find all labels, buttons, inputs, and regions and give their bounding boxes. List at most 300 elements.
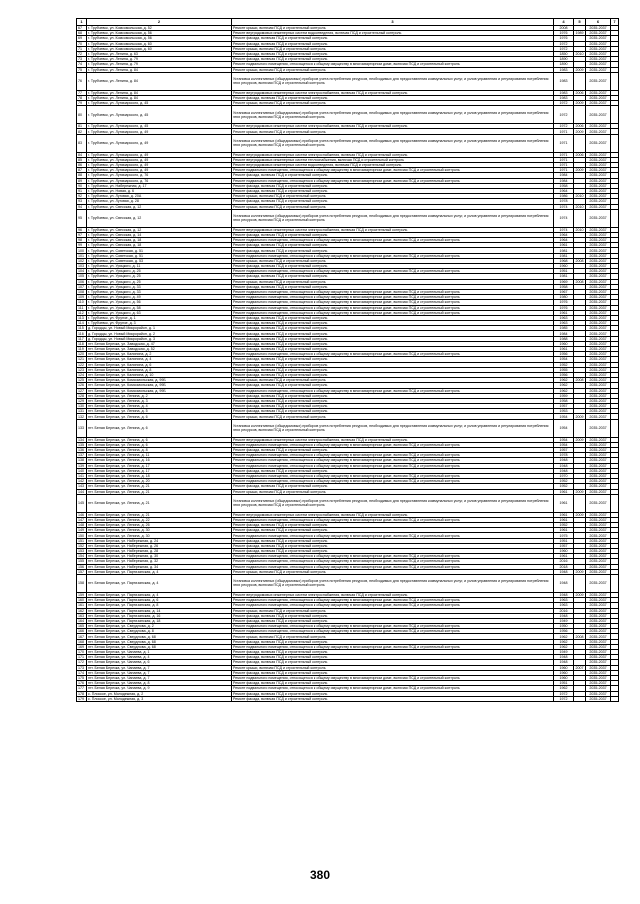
row-number-cell: 95 <box>77 209 87 227</box>
build-year-cell: 1960 <box>554 665 574 670</box>
row-number-cell: 130 <box>77 404 87 409</box>
row-number-cell: 174 <box>77 670 87 675</box>
planned-period-cell: 2035-2037 <box>586 134 611 152</box>
row-number-cell: 169 <box>77 644 87 649</box>
planned-period-cell: 2035-2037 <box>586 448 611 453</box>
build-year-cell: 1976 <box>554 36 574 41</box>
work-type-cell: Ремонт подвального помещения, относящегося к общему имуществу в многоквартирном доме, включая ПСД и строительный контроль <box>232 178 554 183</box>
last-repair-year-cell <box>574 209 586 227</box>
row-number-cell: 154 <box>77 554 87 559</box>
row-number-cell: 134 <box>77 437 87 442</box>
address-cell: пгт. Белая Березка, ул. Ленина, д. 20 <box>87 479 232 484</box>
extra-cell <box>611 134 619 152</box>
column-header: 2 <box>87 19 232 26</box>
work-type-cell: Ремонт фасада, включая ПСД и строительный контроль <box>232 188 554 193</box>
row-number-cell: 151 <box>77 538 87 543</box>
last-repair-year-cell: 2006 <box>575 124 584 129</box>
last-repair-year-cell: 1989 <box>575 31 584 36</box>
row-number-cell: 164 <box>77 618 87 623</box>
address-cell: пгт. Белая Березка, ул. Ленина, д. 6 <box>87 442 232 447</box>
build-year-cell: 1958 <box>554 398 574 403</box>
row-number-cell: 146 <box>77 512 87 517</box>
build-year-cell: 1958 <box>554 284 574 289</box>
build-year-cell: 1971 <box>554 157 574 162</box>
build-year-cell: 1972 <box>554 124 574 129</box>
build-year-cell: 1984 <box>554 331 574 336</box>
build-year-cell: 2008 <box>554 26 574 31</box>
table-row <box>77 134 619 152</box>
planned-period-cell: 2035-2037 <box>586 603 611 608</box>
last-repair-year-cell: 2008 <box>575 378 584 383</box>
address-cell: пгт. Белая Березка, ул. Ленина, д. 17 <box>87 468 232 473</box>
row-number-cell: 102 <box>77 258 87 263</box>
address-cell: пгт. Белая Березка, ул. Ленина, д. 4 <box>87 404 232 409</box>
build-year-cell: 1978 <box>554 199 574 204</box>
row-number-cell: 97 <box>77 232 87 237</box>
address-cell: пгт. Белая Березка, ул. Партизанская, д. 6 <box>87 598 232 603</box>
address-cell: пгт. Белая Березка, ул. Чапаева, д. 6 <box>87 660 232 665</box>
work-type-cell: Ремонт внутридомовых инженерных систем электроснабжения, включая ПСД и строительный контроль <box>232 592 554 597</box>
address-cell: пгт. Белая Березка, ул. Ленина, д. 8 <box>87 448 232 453</box>
last-repair-year-cell: 2010 <box>575 52 584 57</box>
row-number-cell: 179 <box>77 696 87 701</box>
address-cell: пгт. Белая Березка, ул. Ленина, д. 18 <box>87 473 232 478</box>
address-cell: пгт. Белая Березка, ул. Набережная, д. 24 <box>87 538 232 543</box>
row-number-cell: 78 <box>77 95 87 100</box>
row-number-cell: 162 <box>77 608 87 613</box>
work-type-cell: Ремонт подвального помещения, относящегося к общему имуществу в многоквартирном доме, включая ПСД и строительный контроль <box>232 603 554 608</box>
row-number-cell: 104 <box>77 269 87 274</box>
address-cell: г. Трубчевск, ул. Свесская, д. 18 <box>87 243 232 248</box>
row-number-cell: 88 <box>77 173 87 178</box>
build-year-cell: 1962 <box>554 634 574 639</box>
row-number-cell: 158 <box>77 574 87 592</box>
work-type-cell: Ремонт подвального помещения, относящегося к общему имуществу в многоквартирном доме, включая ПСД и строительный контроль <box>232 453 554 458</box>
build-year-cell: 1949 <box>554 618 574 623</box>
planned-period-cell: 2035-2037 <box>586 608 611 613</box>
build-year-cell: 1955 <box>554 367 574 372</box>
address-cell: г. Трубчевск, ул. Луговая, д. 20А <box>87 194 232 199</box>
planned-period-cell: 2035-2037 <box>586 106 611 124</box>
build-year-cell: 1972 <box>554 106 574 124</box>
planned-period-cell: 2035-2037 <box>586 321 611 326</box>
build-year-cell: 1958 <box>554 183 574 188</box>
address-cell: с. Плоское, ул. Молодежная, д. 3 <box>87 696 232 701</box>
capital-repair-table <box>76 18 619 702</box>
build-year-cell: 1954 <box>554 442 574 447</box>
row-number-cell: 129 <box>77 398 87 403</box>
build-year-cell: 1956 <box>554 629 574 634</box>
address-cell: пгт. Белая Березка, ул. Ленина, д. 16 <box>87 458 232 463</box>
planned-period-cell: 2035-2037 <box>586 62 611 67</box>
address-cell: г. Трубчевск, ул. Ленина, д. 84 <box>87 67 232 72</box>
build-year-cell: 1981 <box>554 274 574 279</box>
work-type-cell: Ремонт фасада, включая ПСД и строительный контроль <box>232 618 554 623</box>
build-year-cell: 1948 <box>554 613 574 618</box>
row-number-cell: 157 <box>77 569 87 574</box>
address-cell: пгт. Белая Березка, ул. Чапаева, д. 7 <box>87 675 232 680</box>
planned-period-cell: 2035-2037 <box>586 152 611 157</box>
last-repair-year-cell: 2009 <box>575 512 584 517</box>
last-repair-year-cell: 2006 <box>575 90 584 95</box>
build-year-cell: 1961 <box>554 494 574 512</box>
work-type-cell: Ремонт фасада, включая ПСД и строительный контроль <box>232 232 554 237</box>
last-repair-year-cell <box>574 574 586 592</box>
row-number-cell: 81 <box>77 124 87 129</box>
address-cell: г. Трубчевск, ул. Луначарского, д. 45 <box>87 124 232 129</box>
extra-cell <box>611 209 619 227</box>
work-type-cell: Ремонт подвального помещения, относящегося к общему имуществу в многоквартирном доме, включая ПСД и строительный контроль <box>232 168 554 173</box>
address-cell: пгт. Белая Березка, ул. Ленина, д. 11 <box>87 453 232 458</box>
address-cell: г. Трубчевск, ул. Луначарского, д. 76 <box>87 173 232 178</box>
extra-cell <box>611 419 619 437</box>
planned-period-cell: 2035-2037 <box>586 124 611 129</box>
row-number-cell: 90 <box>77 183 87 188</box>
planned-period-cell: 2035-2037 <box>586 194 611 199</box>
work-type-cell: Ремонт внутридомовых инженерных систем электроснабжения, включая ПСД и строительный контроль <box>232 124 554 129</box>
build-year-cell: 1972 <box>554 691 574 696</box>
row-number-cell: 114 <box>77 321 87 326</box>
work-type-cell: Ремонт подвального помещения, относящегося к общему имуществу в многоквартирном доме, включая ПСД и строительный контроль <box>232 442 554 447</box>
work-type-cell: Ремонт крыши, включая ПСД и строительный контроль <box>232 634 554 639</box>
address-cell: г. Трубчевск, ул. Советская, д. 51 <box>87 253 232 258</box>
work-type-cell: Ремонт подвального помещения, относящегося к общему имуществу в многоквартирном доме, включая ПСД и строительный контроль <box>232 238 554 243</box>
address-cell: пгт. Белая Березка, ул. Свердлова, д. 8 <box>87 629 232 634</box>
build-year-cell: 1969 <box>554 279 574 284</box>
planned-period-cell: 2035-2037 <box>586 512 611 517</box>
work-type-cell: Ремонт фасада, включая ПСД и строительный контроль <box>232 173 554 178</box>
planned-period-cell: 2035-2037 <box>586 463 611 468</box>
address-cell: пгт. Белая Березка, ул. Ленина, д. 17 <box>87 463 232 468</box>
row-number-cell: 140 <box>77 468 87 473</box>
last-repair-year-cell: 2009 <box>575 414 584 419</box>
planned-period-cell: 2035-2037 <box>586 629 611 634</box>
address-cell: г. Трубчевск, ул. Свесская, д. 14 <box>87 232 232 237</box>
build-year-cell: 1976 <box>554 300 574 305</box>
build-year-cell: 1962 <box>554 383 574 388</box>
row-number-cell: 132 <box>77 414 87 419</box>
build-year-cell: 1960 <box>554 670 574 675</box>
planned-period-cell: 2035-2037 <box>586 533 611 538</box>
planned-period-cell: 2035-2037 <box>586 284 611 289</box>
work-type-cell: Ремонт фасада, включая ПСД и строительный контроль <box>232 398 554 403</box>
planned-period-cell: 2035-2037 <box>586 598 611 603</box>
row-number-cell: 80 <box>77 106 87 124</box>
build-year-cell: 1962 <box>554 378 574 383</box>
work-type-cell: Ремонт крыши, включая ПСД и строительный контроль <box>232 46 554 51</box>
build-year-cell: 1968 <box>554 258 574 263</box>
address-cell: пгт. Белая Березка, ул. Ленина, д. 2 <box>87 393 232 398</box>
address-cell: г. Трубчевск, ул. Луначарского, д. 45 <box>87 101 232 106</box>
planned-period-cell: 2035-2037 <box>586 289 611 294</box>
work-type-cell: Ремонт подвального помещения, относящегося к общему имуществу в многоквартирном доме, включая ПСД и строительный контроль <box>232 559 554 564</box>
work-type-cell: Ремонт подвального помещения, относящегося к общему имуществу в многоквартирном доме, включая ПСД и строительный контроль <box>232 644 554 649</box>
row-number-cell: 73 <box>77 57 87 62</box>
last-repair-year-cell: 2010 <box>575 204 584 209</box>
work-type-cell: Установка коллективных (общедомовых) приборов учета потребления ресурсов, необходимых для предоставления коммунальных услуг, и узлов управления и регулирования потребления этих ресурсов, включая ПСД и строительный контроль <box>232 72 554 90</box>
address-cell: пгт. Белая Березка, ул. Свердлова, д. 68 <box>87 639 232 644</box>
work-type-cell: Ремонт подвального помещения, относящегося к общему имуществу в многоквартирном доме, включая ПСД и строительный контроль <box>232 675 554 680</box>
build-year-cell: 1963 <box>554 603 574 608</box>
build-year-cell: 1954 <box>554 414 574 419</box>
row-number-cell: 86 <box>77 163 87 168</box>
address-cell: пгт. Белая Березка, ул. Ленина, д. 3 <box>87 398 232 403</box>
planned-period-cell: 2035-2037 <box>586 613 611 618</box>
column-header: 3 <box>232 19 554 26</box>
build-year-cell: 1961 <box>554 243 574 248</box>
build-year-cell: 1948 <box>554 574 574 592</box>
address-cell: д. Городцы, ул. Новый Микрорайон, д. 2 <box>87 331 232 336</box>
address-cell: пгт. Белая Березка, ул. Партизанская, д. 4 <box>87 574 232 592</box>
last-repair-year-cell <box>574 696 586 701</box>
address-cell: пгт. Белая Березка, ул. Калинина, д. 6 <box>87 362 232 367</box>
row-number-cell: 84 <box>77 152 87 157</box>
row-number-cell: 100 <box>77 248 87 253</box>
address-cell: г. Трубчевск, ул. Луначарского, д. 49 <box>87 129 232 134</box>
build-year-cell: 1983 <box>554 95 574 100</box>
extra-cell <box>611 494 619 512</box>
row-number-cell: 75 <box>77 67 87 72</box>
work-type-cell: Установка коллективных (общедомовых) приборов учета потребления ресурсов, необходимых для предоставления коммунальных услуг, и узлов управления и регулирования потребления этих ресурсов, включая ПСД и строительный контроль <box>232 494 554 512</box>
work-type-cell: Установка коллективных (общедомовых) приборов учета потребления ресурсов, необходимых для предоставления коммунальных услуг, и узлов управления и регулирования потребления этих ресурсов, включая ПСД и строительный контроль <box>232 106 554 124</box>
build-year-cell: 1972 <box>554 46 574 51</box>
address-cell: пгт. Белая Березка, ул. Чапаева, д. 1 <box>87 650 232 655</box>
build-year-cell: 1957 <box>554 448 574 453</box>
planned-period-cell: 2035-2037 <box>586 554 611 559</box>
build-year-cell: 1959 <box>554 393 574 398</box>
row-number-cell: 68 <box>77 31 87 36</box>
last-repair-year-cell: 2006 <box>575 152 584 157</box>
address-cell: пгт. Белая Березка, ул. Ленина, д. 5 <box>87 409 232 414</box>
build-year-cell: 1972 <box>554 696 574 701</box>
build-year-cell: 1962 <box>554 686 574 691</box>
address-cell: г. Трубчевск, ул. Комсомольская, д. 56 <box>87 31 232 36</box>
work-type-cell: Ремонт подвального помещения, относящегося к общему имуществу в многоквартирном доме, включая ПСД и строительный контроль <box>232 533 554 538</box>
planned-period-cell: 2035-2037 <box>586 269 611 274</box>
address-cell: г. Трубчевск, ул. Свесская, д. 12 <box>87 227 232 232</box>
row-number-cell: 161 <box>77 603 87 608</box>
build-year-cell: 1962 <box>554 388 574 393</box>
address-cell: пгт. Белая Березка, ул. Чапаева, д. 4 <box>87 655 232 660</box>
row-number-cell: 115 <box>77 326 87 331</box>
work-type-cell: Ремонт подвального помещения, относящегося к общему имуществу в многоквартирном доме, включая ПСД и строительный контроль <box>232 253 554 258</box>
work-type-cell: Ремонт фасада, включая ПСД и строительный контроль <box>232 243 554 248</box>
row-number-cell: 113 <box>77 315 87 320</box>
planned-period-cell: 2035-2037 <box>586 670 611 675</box>
row-number-cell: 142 <box>77 479 87 484</box>
address-cell: пгт. Белая Березка, ул. Комсомольская, д. 99Б <box>87 378 232 383</box>
row-number-cell: 170 <box>77 650 87 655</box>
row-number-cell: 76 <box>77 72 87 90</box>
planned-period-cell: 2035-2037 <box>586 357 611 362</box>
column-header: 1 <box>77 19 87 26</box>
planned-period-cell: 2035-2037 <box>586 336 611 341</box>
row-number-cell: 94 <box>77 204 87 209</box>
planned-period-cell: 2035-2037 <box>586 383 611 388</box>
build-year-cell: 1976 <box>554 305 574 310</box>
work-type-cell: Ремонт фасада, включая ПСД и строительный контроль <box>232 468 554 473</box>
build-year-cell: 1962 <box>554 644 574 649</box>
row-number-cell: 106 <box>77 279 87 284</box>
work-type-cell: Ремонт крыши, включая ПСД и строительный контроль <box>232 129 554 134</box>
build-year-cell: 1983 <box>554 72 574 90</box>
row-number-cell: 87 <box>77 168 87 173</box>
address-cell: пгт. Белая Березка, ул. Свердлова, д. 68 <box>87 634 232 639</box>
planned-period-cell: 2035-2037 <box>586 419 611 437</box>
build-year-cell: 1948 <box>554 463 574 468</box>
row-number-cell: 99 <box>77 243 87 248</box>
work-type-cell: Ремонт фасада, включая ПСД и строительный контроль <box>232 326 554 331</box>
row-number-cell: 135 <box>77 442 87 447</box>
work-type-cell: Установка коллективных (общедомовых) приборов учета потребления ресурсов, необходимых для предоставления коммунальных услуг, и узлов управления и регулирования потребления этих ресурсов, включая ПСД и строительный контроль <box>232 419 554 437</box>
work-type-cell: Ремонт фасада, включая ПСД и строительный контроль <box>232 199 554 204</box>
build-year-cell: 1984 <box>554 173 574 178</box>
planned-period-cell: 2035-2037 <box>586 46 611 51</box>
address-cell: пгт. Белая Березка, ул. Ленина, д. 30 <box>87 528 232 533</box>
last-repair-year-cell: 2009 <box>575 129 584 134</box>
row-number-cell: 96 <box>77 227 87 232</box>
work-type-cell: Ремонт фасада, включая ПСД и строительный контроль <box>232 543 554 548</box>
address-cell: пгт. Белая Березка, ул. Партизанская, д. 16 <box>87 613 232 618</box>
work-type-cell: Ремонт фасада, включая ПСД и строительный контроль <box>232 357 554 362</box>
planned-period-cell: 2035-2037 <box>586 473 611 478</box>
last-repair-year-cell: 2009 <box>575 569 584 574</box>
address-cell: г. Трубчевск, ул. Урицкого, д. 11 <box>87 264 232 269</box>
build-year-cell: 1953 <box>554 409 574 414</box>
header-row <box>77 19 619 26</box>
row-number-cell: 109 <box>77 295 87 300</box>
address-cell: г. Трубчевск, ул. Луначарского, д. 45 <box>87 106 232 124</box>
work-type-cell: Ремонт внутридомовых инженерных систем водоотведения, включая ПСД и строительный контроль <box>232 31 554 36</box>
work-type-cell: Ремонт фасада, включая ПСД и строительный контроль <box>232 549 554 554</box>
build-year-cell: 1976 <box>554 31 574 36</box>
address-cell: г. Трубчевск, ул. Советская, д. 51 <box>87 248 232 253</box>
planned-period-cell: 2035-2037 <box>586 675 611 680</box>
work-type-cell: Ремонт фасада, включая ПСД и строительный контроль <box>232 183 554 188</box>
column-header: 5 <box>574 19 586 26</box>
work-type-cell: Ремонт подвального помещения, относящегося к общему имуществу в многоквартирном доме, включая ПСД и строительный контроль <box>232 458 554 463</box>
build-year-cell: 1961 <box>554 347 574 352</box>
address-cell: г. Трубчевск, ул. Ленина, д. 79 <box>87 57 232 62</box>
row-number-cell: 69 <box>77 36 87 41</box>
build-year-cell: 1961 <box>554 310 574 315</box>
planned-period-cell: 2035-2037 <box>586 26 611 31</box>
row-number-cell: 123 <box>77 367 87 372</box>
planned-period-cell: 2035-2037 <box>586 72 611 90</box>
planned-period-cell: 2035-2037 <box>586 378 611 383</box>
work-type-cell: Ремонт фасада, включая ПСД и строительный контроль <box>232 538 554 543</box>
last-repair-year-cell: 2009 <box>575 593 584 598</box>
address-cell: пгт. Белая Березка, ул. Чапаева, д. 7 <box>87 665 232 670</box>
row-number-cell: 101 <box>77 253 87 258</box>
extra-cell <box>611 696 619 701</box>
build-year-cell: 1962 <box>554 639 574 644</box>
work-type-cell: Ремонт фасада, включая ПСД и строительный контроль <box>232 372 554 377</box>
planned-period-cell: 2035-2037 <box>586 650 611 655</box>
row-number-cell: 148 <box>77 523 87 528</box>
address-cell: г. Трубчевск, ул. Урицкого, д. 63 <box>87 310 232 315</box>
planned-period-cell: 2035-2037 <box>586 41 611 46</box>
work-type-cell: Ремонт крыши, включая ПСД и строительный контроль <box>232 279 554 284</box>
row-number-cell: 120 <box>77 352 87 357</box>
work-type-cell: Ремонт крыши, включая ПСД и строительный контроль <box>232 258 554 263</box>
address-cell: г. Трубчевск, ул. Свесская, д. 12 <box>87 204 232 209</box>
work-type-cell: Ремонт подвального помещения, относящегося к общему имуществу в многоквартирном доме, включая ПСД и строительный контроль <box>232 624 554 629</box>
row-number-cell: 173 <box>77 665 87 670</box>
work-type-cell: Ремонт подвального помещения, относящегося к общему имуществу в многоквартирном доме, включая ПСД и строительный контроль <box>232 517 554 522</box>
address-cell: пгт. Белая Березка, ул. Набережная, д. 26 <box>87 543 232 548</box>
planned-period-cell: 2035-2037 <box>586 404 611 409</box>
row-number-cell: 149 <box>77 528 87 533</box>
table-row <box>77 574 619 592</box>
last-repair-year-cell: 2009 <box>575 67 584 72</box>
planned-period-cell: 2035-2037 <box>586 660 611 665</box>
table-row <box>77 106 619 124</box>
column-header: 6 <box>586 19 611 26</box>
address-cell: г. Трубчевск, ул. Урицкого, д. 56 <box>87 300 232 305</box>
row-number-cell: 82 <box>77 129 87 134</box>
planned-period-cell: 2035-2037 <box>586 243 611 248</box>
build-year-cell: 1948 <box>554 592 574 597</box>
address-cell: пгт. Белая Березка, ул. Комсомольская, д. 99Б <box>87 383 232 388</box>
address-cell: г. Трубчевск, ул. Урицкого, д. 49 <box>87 295 232 300</box>
work-type-cell: Ремонт фасада, включая ПСД и строительный контроль <box>232 528 554 533</box>
work-type-cell: Установка коллективных (общедомовых) приборов учета потребления ресурсов, необходимых для предоставления коммунальных услуг, и узлов управления и регулирования потребления этих ресурсов, включая ПСД и строительный контроль <box>232 134 554 152</box>
planned-period-cell: 2035-2037 <box>586 569 611 574</box>
build-year-cell: 1960 <box>554 675 574 680</box>
row-number-cell: 125 <box>77 378 87 383</box>
build-year-cell: 1956 <box>554 352 574 357</box>
address-cell: г. Трубчевск, ул. Фрунзе, д. 1 <box>87 315 232 320</box>
row-number-cell: 83 <box>77 134 87 152</box>
work-type-cell: Ремонт крыши, включая ПСД и строительный контроль <box>232 569 554 574</box>
address-cell: пгт. Белая Березка, ул. Ленина, д. 21 <box>87 484 232 489</box>
planned-period-cell: 2035-2037 <box>586 655 611 660</box>
build-year-cell: 1948 <box>554 655 574 660</box>
build-year-cell: 1985 <box>554 326 574 331</box>
build-year-cell: 1984 <box>554 178 574 183</box>
work-type-cell: Ремонт подвального помещения, относящегося к общему имуществу в многоквартирном доме, включая ПСД и строительный контроль <box>232 554 554 559</box>
row-number-cell: 156 <box>77 564 87 569</box>
row-number-cell: 152 <box>77 543 87 548</box>
build-year-cell: 1951 <box>554 681 574 686</box>
planned-period-cell: 2035-2037 <box>586 367 611 372</box>
build-year-cell: 1974 <box>554 204 574 209</box>
table-row <box>77 419 619 437</box>
work-type-cell: Ремонт подвального помещения, относящегося к общему имуществу в многоквартирном доме, включая ПСД и строительный контроль <box>232 305 554 310</box>
planned-period-cell: 2035-2037 <box>586 341 611 346</box>
address-cell: пгт. Белая Березка, ул. Ленина, д. 6 <box>87 414 232 419</box>
page-number: 380 <box>309 868 331 882</box>
address-cell: пгт. Белая Березка, ул. Ленина, д. 26 <box>87 523 232 528</box>
build-year-cell: 1961 <box>554 489 574 494</box>
address-cell: пгт. Белая Березка, ул. Чапаева, д. 9 <box>87 686 232 691</box>
last-repair-year-cell: 2009 <box>575 489 584 494</box>
planned-period-cell: 2035-2037 <box>586 101 611 106</box>
row-number-cell: 160 <box>77 598 87 603</box>
address-cell: пгт. Белая Березка, ул. Набережная, д. 30 <box>87 554 232 559</box>
build-year-cell: 1960 <box>554 549 574 554</box>
work-type-cell: Ремонт фасада, включая ПСД и строительный контроль <box>232 347 554 352</box>
work-type-cell: Ремонт внутридомовых инженерных систем электроснабжения, включая ПСД и строительный контроль <box>232 437 554 442</box>
row-number-cell: 74 <box>77 62 87 67</box>
address-cell: г. Трубчевск, ул. Комсомольская, д. 56 <box>87 36 232 41</box>
row-number-cell: 126 <box>77 383 87 388</box>
address-cell: г. Трубчевск, ул. Ленина, д. 79 <box>87 62 232 67</box>
row-number-cell: 111 <box>77 305 87 310</box>
address-cell: пгт. Белая Березка, ул. Набережная, д. 32 <box>87 559 232 564</box>
planned-period-cell: 2035-2037 <box>586 67 611 72</box>
